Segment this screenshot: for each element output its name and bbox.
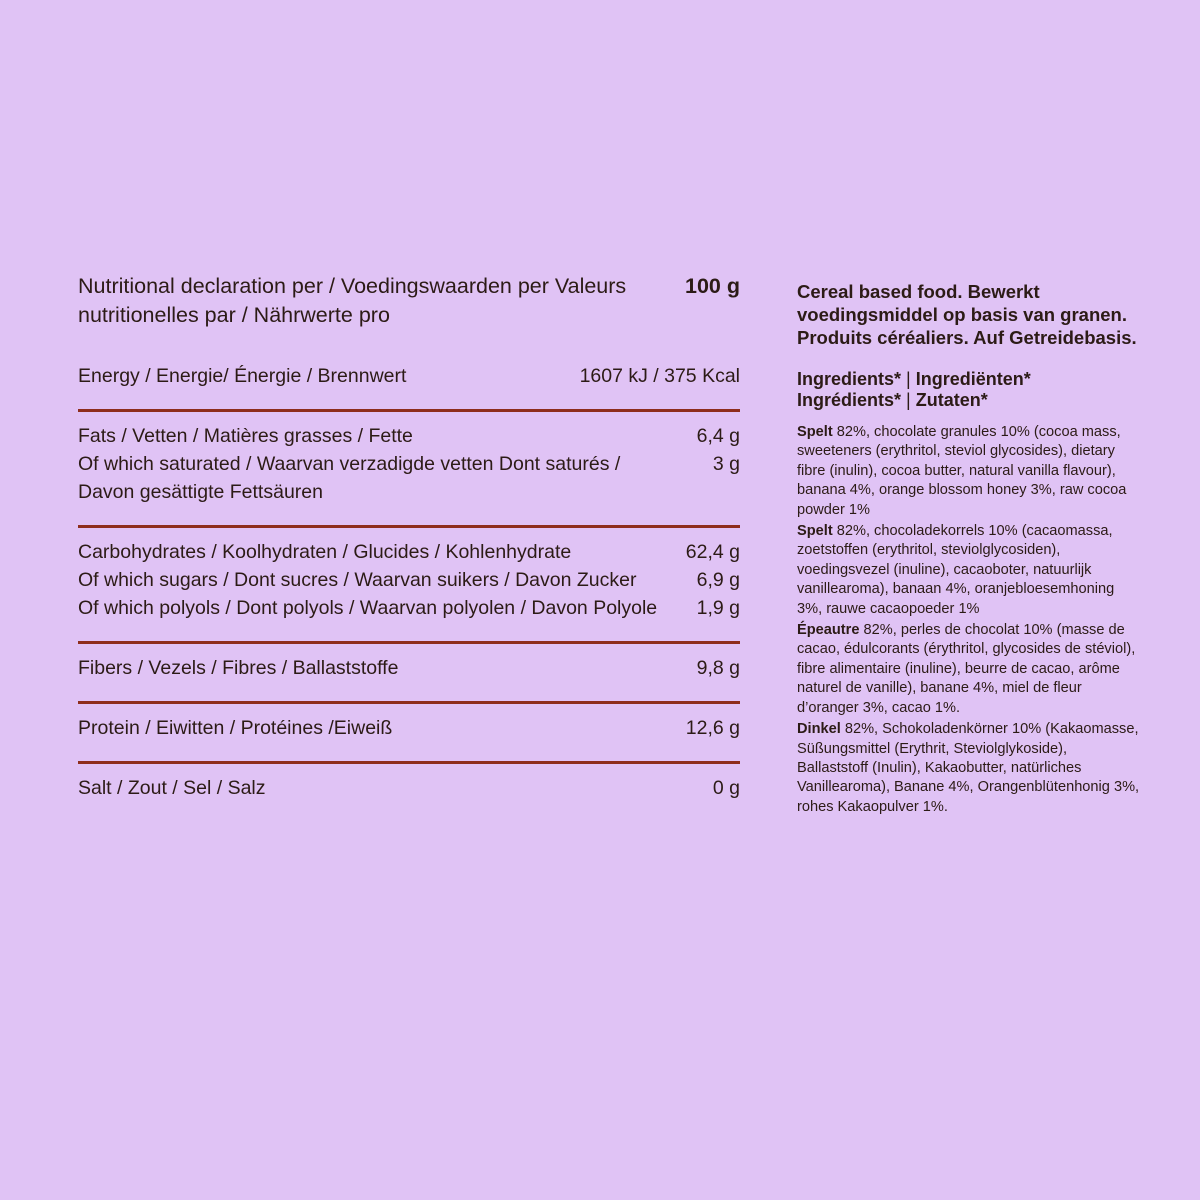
ingredient-body-de: 82%, Schokoladenkörner 10% (Kakaomasse, Süßungsmittel (Erythrit, Steviolglykoside), Ballaststoff (Inulin), Kakaobutter, natürliches Vanillearoma), Banane 4%, Orangenblütenhonig 3%, rohes Kakaopulver 1%.	[797, 721, 1140, 815]
nutrient-value-group	[686, 538, 740, 622]
heading-separator: |	[901, 390, 916, 410]
nutrient-label-group	[78, 538, 670, 622]
ingredients-heading-fr: Ingrédients*	[797, 390, 902, 410]
ingredients-text-fr	[797, 621, 1142, 718]
ingredients-heading-de: Zutaten*	[915, 390, 988, 410]
table-row	[78, 764, 740, 812]
heading-separator: |	[901, 369, 916, 389]
nutrient-label: Fats / Vetten / Matières grasses / Fette	[78, 425, 413, 447]
table-row	[78, 528, 740, 632]
ingredient-lead-de: Dinkel	[797, 721, 841, 738]
nutrient-label: Energy / Energie/ Énergie / Brennwert	[78, 365, 407, 387]
ingredient-lead-fr: Épeautre	[797, 622, 860, 639]
nutrition-header-title: Nutritional declaration per / Voedingswaarden per Valeurs nutritionelles par / Nährwerte pro	[78, 274, 627, 327]
nutrient-sub-value: 3 g	[712, 453, 740, 475]
nutrient-label: Fibers / Vezels / Fibres / Ballaststoffe	[78, 657, 399, 679]
nutrient-sub-value-2: 1,9 g	[696, 597, 740, 619]
nutrition-header-amount: 100 g	[685, 274, 740, 298]
nutrient-value: 6,4 g	[696, 425, 740, 447]
food-category-text: Cereal based food. Bewerkt voedingsmiddel op basis van granen. Produits céréaliers. Auf Getreidebasis.	[797, 281, 1137, 348]
ingredient-body-fr: 82%, perles de chocolat 10% (masse de cacao, édulcorants (érythritol, glycosides de stéviol), fibre alimentaire (inuline), beurre de cacao, arôme naturel de vanille), banane 4%, miel de fleur d’oranger 3%, cacao 1%.	[797, 622, 1136, 716]
nutrient-value: 62,4 g	[685, 541, 740, 563]
nutrient-value: 12,6 g	[685, 717, 740, 739]
nutrient-value: 0 g	[712, 777, 740, 799]
ingredients-text-en	[797, 423, 1142, 520]
nutrient-sub-label: Of which sugars / Dont sucres / Waarvan suikers / Davon Zucker	[78, 569, 637, 591]
ingredients-text-de	[797, 720, 1142, 817]
table-row	[78, 704, 740, 752]
nutrient-value-group	[697, 422, 740, 478]
ingredients-heading-en: Ingredients*	[797, 369, 902, 389]
nutrient-sub-label: Of which saturated / Waarvan verzadigde vetten Dont saturés / Davon gesättigte Fettsäuren	[78, 453, 621, 503]
ingredient-body-en: 82%, chocolate granules 10% (cocoa mass, sweeteners (erythritol, steviol glycosides), dietary fibre (inulin), cocoa butter, natural vanilla flavour), banana 4%, orange blossom honey 3%, raw cocoa powder 1%	[797, 424, 1127, 518]
nutrient-sub-label-2: Of which polyols / Dont polyols / Waarvan polyolen / Davon Polyole	[78, 597, 658, 619]
nutrition-header	[78, 272, 740, 330]
ingredients-panel	[797, 280, 1142, 819]
ingredient-body-nl: 82%, chocoladekorrels 10% (cacaomassa, zoetstoffen (erythritol, steviolglycosiden), voedingsvezel (inuline), cacaoboter, natuurlijk vanillearoma), banaan 4%, oranjebloesemhoning 3%, rauwe cacaopoeder 1%	[797, 523, 1115, 617]
ingredient-lead-en: Spelt	[797, 424, 833, 440]
ingredient-lead-nl: Spelt	[797, 523, 833, 540]
ingredients-text-nl	[797, 522, 1142, 619]
ingredients-heading-nl: Ingrediënten*	[915, 369, 1031, 389]
table-row	[78, 352, 740, 400]
nutrient-label: Salt / Zout / Sel / Salz	[78, 777, 266, 799]
nutrient-label-group	[78, 422, 681, 506]
ingredients-heading	[797, 369, 1142, 411]
nutrient-value: 9,8 g	[696, 657, 740, 679]
nutrition-panel	[78, 272, 740, 812]
table-row	[78, 644, 740, 692]
nutrient-sub-value: 6,9 g	[696, 569, 740, 591]
nutrient-label: Protein / Eiwitten / Protéines /Eiweiß	[78, 717, 393, 739]
table-row	[78, 412, 740, 516]
nutrient-value: 1607 kJ / 375 Kcal	[579, 365, 740, 387]
nutrient-label: Carbohydrates / Koolhydraten / Glucides / Kohlenhydrate	[78, 541, 572, 563]
